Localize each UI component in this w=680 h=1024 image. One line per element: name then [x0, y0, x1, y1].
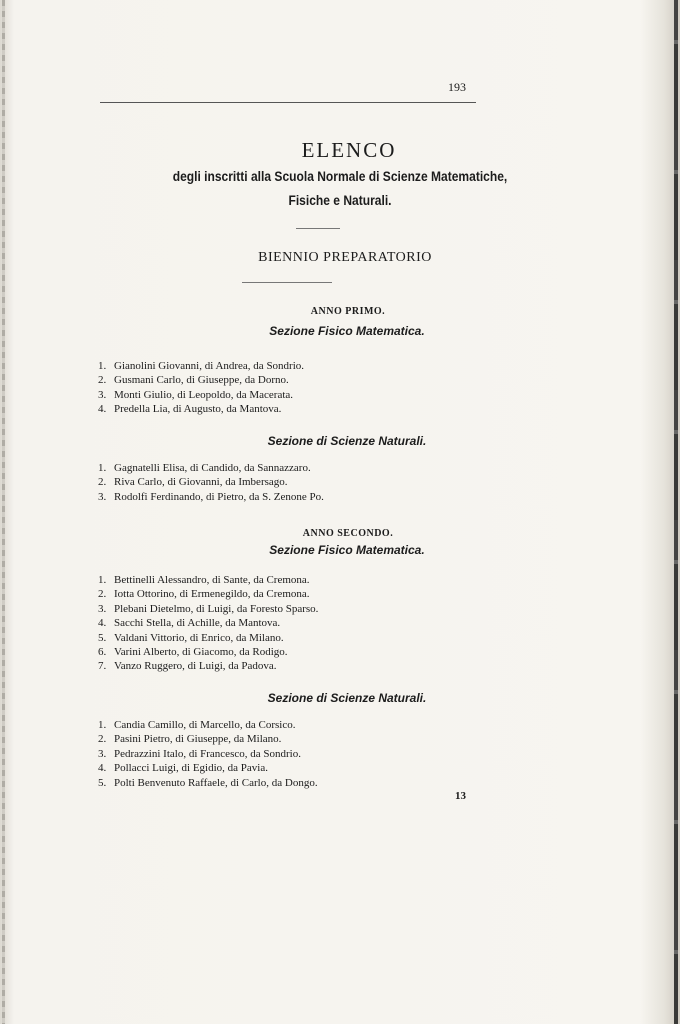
list-item: 4. Predella Lia, di Augusto, da Mantova. [98, 403, 282, 416]
student-list [98, 461, 324, 504]
student-list [98, 359, 304, 417]
list-item: 5. Valdani Vittorio, di Enrico, da Milano. [98, 631, 284, 644]
student-list [98, 573, 318, 674]
section-heading: BIENNIO PREPARATORIO [258, 250, 432, 265]
list-item: 3. Plebani Dietelmo, di Luigi, da Foresto Sparso. [98, 602, 319, 615]
list-item: 1. Gagnatelli Elisa, di Candido, da Sannazzaro. [98, 462, 311, 474]
list-item: 3. Rodolfi Ferdinando, di Pietro, da S. Zenone Po. [98, 490, 324, 503]
list-item: 5. Polti Benvenuto Raffaele, di Carlo, da Dongo. [98, 776, 318, 789]
sezione-heading: Sezione di Scienze Naturali. [267, 434, 427, 448]
list-item: 1. Candia Camillo, di Marcello, da Corsico. [98, 719, 296, 731]
list-item: 4. Pollacci Luigi, di Egidio, da Pavia. [98, 762, 268, 775]
list-item: 2. Iotta Ottorino, di Ermenegildo, da Cremona. [98, 588, 310, 601]
list-item: 3. Monti Giulio, di Leopoldo, da Macerata. [98, 388, 294, 401]
signature-mark: 13 [455, 790, 466, 802]
list-item: 7. Vanzo Ruggero, di Luigi, da Padova. [98, 660, 277, 673]
list-item: 2. Riva Carlo, di Giovanni, da Imbersago. [98, 476, 288, 489]
page-title: ELENCO [301, 138, 397, 162]
subtitle-line-1: degli inscritti alla Scuola Normale di Scienze Matematiche, [172, 168, 508, 184]
section-rule [242, 282, 332, 283]
list-item: 3. Pedrazzini Italo, di Francesco, da Sondrio. [98, 747, 301, 760]
sezione-heading: Sezione di Scienze Naturali. [267, 691, 427, 705]
title-rule [296, 228, 340, 229]
year-heading-primo: ANNO PRIMO. [310, 306, 386, 317]
subtitle-line-2: Fisiche e Naturali. [288, 192, 392, 208]
student-list [98, 718, 318, 790]
list-item: 1. Bettinelli Alessandro, di Sante, da Cremona. [98, 574, 310, 586]
list-item: 4. Sacchi Stella, di Achille, da Mantova. [98, 617, 281, 630]
list-item: 1. Gianolini Giovanni, di Andrea, da Sondrio. [98, 360, 305, 372]
list-item: 2. Gusmani Carlo, di Giuseppe, da Dorno. [98, 374, 289, 387]
list-item: 2. Pasini Pietro, di Giuseppe, da Milano. [98, 733, 282, 746]
sezione-heading: Sezione Fisico Matematica. [269, 543, 425, 557]
page-number: 193 [448, 80, 466, 94]
header-rule [100, 102, 476, 103]
sezione-heading: Sezione Fisico Matematica. [269, 324, 425, 338]
year-heading-secondo: ANNO SECONDO. [302, 528, 394, 539]
list-item: 6. Varini Alberto, di Giacomo, da Rodigo. [98, 646, 288, 659]
